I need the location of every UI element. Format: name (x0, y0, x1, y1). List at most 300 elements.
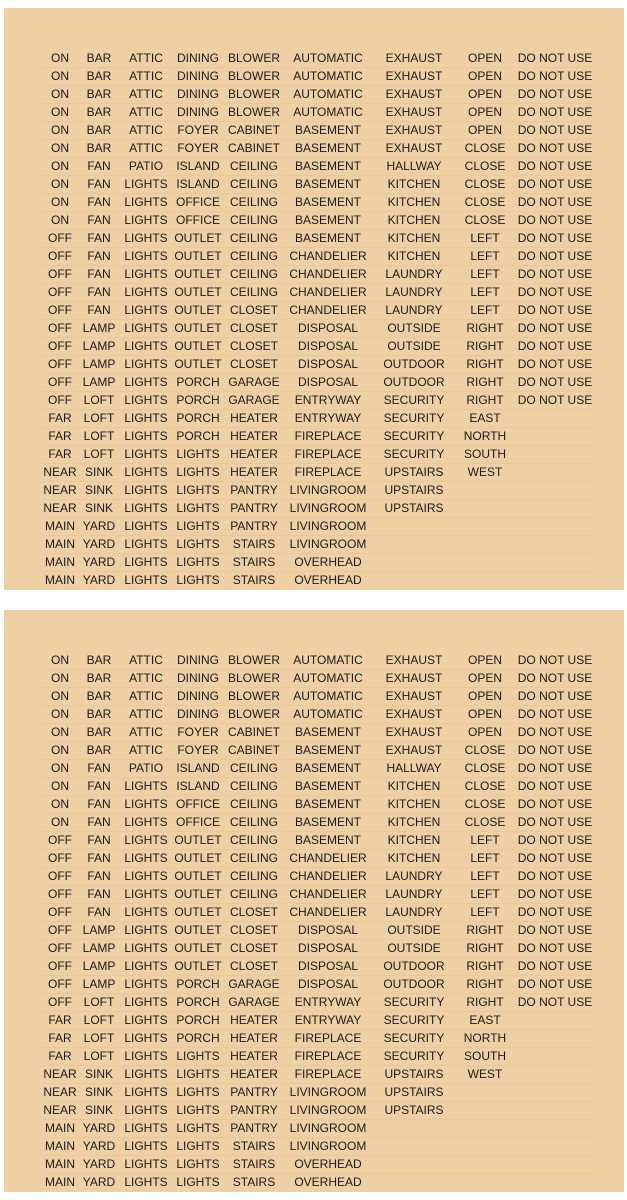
label-cell: LEFT (456, 302, 514, 320)
label-cell: CEILING (224, 230, 284, 248)
label-cell: OFF (42, 374, 78, 392)
label-cell: LAMP (78, 356, 120, 374)
label-cell: HALLWAY (372, 158, 456, 176)
label-cell: ON (42, 158, 78, 176)
label-cell: LIGHTS (124, 573, 168, 587)
label-cell: LOFT (78, 428, 120, 446)
label-cell: OUTLET (172, 248, 224, 266)
label-cell: DO NOT USE (514, 832, 596, 850)
label-cell: DO NOT USE (514, 940, 596, 958)
label-cell (514, 428, 596, 446)
label-cell: EXHAUST (372, 140, 456, 158)
label-cell: OFF (42, 976, 78, 994)
label-cell (372, 536, 456, 554)
label-cell: AUTOMATIC (284, 68, 372, 86)
label-cell: YARD (78, 536, 120, 554)
label-cell: DO NOT USE (514, 374, 596, 392)
label-cell: UPSTAIRS (372, 482, 456, 500)
label-cell: OUTLET (172, 302, 224, 320)
label-cell: FAN (78, 760, 120, 778)
label-row (42, 392, 596, 410)
label-row (42, 338, 596, 356)
label-row (42, 976, 596, 994)
label-cell: LAMP (78, 958, 120, 976)
label-cell (372, 1174, 456, 1192)
label-cell: LIGHTS (124, 1175, 168, 1189)
label-cell: STAIRS (224, 1138, 284, 1156)
label-cell: DINING (172, 688, 224, 706)
label-cell: PORCH (172, 1030, 224, 1048)
label-cell: ATTIC (120, 742, 172, 760)
label-cell: AUTOMATIC (284, 688, 372, 706)
label-cell: BASEMENT (284, 194, 372, 212)
label-cell: SECURITY (372, 410, 456, 428)
label-cell: FAR (42, 446, 78, 464)
label-cell (514, 1048, 596, 1066)
label-row (42, 1156, 596, 1174)
label-cell: ON (42, 50, 78, 68)
label-cell: BASEMENT (284, 814, 372, 832)
label-cell: STAIRS (224, 536, 284, 554)
label-cell: LIGHTS (120, 230, 172, 248)
label-cell (456, 1120, 514, 1138)
label-cell: LEFT (456, 886, 514, 904)
label-cell: SOUTH (456, 446, 514, 464)
label-cell: LIGHTS (120, 1084, 172, 1102)
label-cell: OVERHEAD (284, 1156, 372, 1174)
label-cell: ATTIC (120, 724, 172, 742)
label-cell: ON (42, 706, 78, 724)
label-row (42, 176, 596, 194)
label-cell: UPSTAIRS (372, 1066, 456, 1084)
label-cell: DO NOT USE (514, 302, 596, 320)
label-cell (514, 1156, 596, 1174)
label-cell: LIGHTS (120, 1048, 172, 1066)
label-cell: BAR (78, 670, 120, 688)
label-cell: GARAGE (224, 374, 284, 392)
label-cell: LIGHTS (120, 554, 172, 572)
label-cell: ISLAND (172, 760, 224, 778)
label-cell: LIVINGROOM (284, 1138, 372, 1156)
label-cell: EXHAUST (372, 688, 456, 706)
label-cell: MAIN (45, 573, 75, 587)
label-cell: CHANDELIER (284, 904, 372, 922)
label-cell: BASEMENT (284, 122, 372, 140)
label-cell: YARD (82, 573, 116, 587)
label-cell: DO NOT USE (514, 958, 596, 976)
label-cell: ENTRYWAY (284, 392, 372, 410)
label-cell: GARAGE (224, 976, 284, 994)
label-row (42, 994, 596, 1012)
label-cell: EXHAUST (372, 742, 456, 760)
label-cell: OFF (42, 266, 78, 284)
label-row (42, 760, 596, 778)
label-cell: CLOSE (456, 212, 514, 230)
label-cell: HEATER (224, 1012, 284, 1030)
label-cell (514, 1012, 596, 1030)
label-cell: DO NOT USE (514, 724, 596, 742)
label-cell: ON (42, 68, 78, 86)
label-cell: LIVINGROOM (284, 1102, 372, 1120)
label-cell: HEATER (224, 428, 284, 446)
label-cell: FAN (78, 284, 120, 302)
label-row (42, 248, 596, 266)
label-cell: OUTLET (172, 266, 224, 284)
label-cell: CLOSET (224, 356, 284, 374)
label-cell (456, 1156, 514, 1174)
label-cell: SECURITY (372, 994, 456, 1012)
label-cell: DO NOT USE (514, 212, 596, 230)
label-cell: FAR (42, 428, 78, 446)
label-cell: LIGHTS (172, 446, 224, 464)
label-cell: BASEMENT (284, 742, 372, 760)
label-cell: OFF (42, 284, 78, 302)
label-cell: KITCHEN (372, 212, 456, 230)
label-cell: LIGHTS (120, 212, 172, 230)
label-row (42, 122, 596, 140)
label-cell: RIGHT (456, 922, 514, 940)
label-cell: SINK (78, 482, 120, 500)
label-cell: YARD (78, 1138, 120, 1156)
label-cell (514, 554, 596, 572)
label-cell: CEILING (224, 760, 284, 778)
label-cell: LIGHTS (120, 778, 172, 796)
label-cell: DO NOT USE (514, 796, 596, 814)
label-cell: EXHAUST (372, 104, 456, 122)
label-cell: BLOWER (224, 50, 284, 68)
label-cell: CEILING (224, 778, 284, 796)
label-cell (514, 572, 596, 590)
label-cell: LAMP (78, 922, 120, 940)
label-cell: LEFT (456, 832, 514, 850)
label-cell: CEILING (224, 284, 284, 302)
label-cell: LEFT (456, 868, 514, 886)
label-cell: LIVINGROOM (284, 1120, 372, 1138)
label-cell: LIVINGROOM (284, 500, 372, 518)
label-cell: CABINET (224, 140, 284, 158)
label-cell: RIGHT (456, 392, 514, 410)
label-cell (456, 554, 514, 572)
label-cell: DO NOT USE (514, 850, 596, 868)
label-cell: AUTOMATIC (284, 86, 372, 104)
label-cell: BAR (78, 742, 120, 760)
label-row (42, 194, 596, 212)
label-cell: YARD (78, 518, 120, 536)
label-cell: CHANDELIER (284, 248, 372, 266)
label-row (42, 302, 596, 320)
label-row (42, 1030, 596, 1048)
label-cell: OUTSIDE (372, 338, 456, 356)
label-cell: OUTLET (172, 922, 224, 940)
label-cell: OUTLET (172, 958, 224, 976)
label-cell: DO NOT USE (514, 284, 596, 302)
label-cell (372, 572, 456, 590)
label-cell: ATTIC (120, 652, 172, 670)
label-cell: PANTRY (224, 500, 284, 518)
label-row (42, 464, 596, 482)
label-cell: FOYER (172, 724, 224, 742)
label-cell: DISPOSAL (284, 958, 372, 976)
label-cell: PANTRY (224, 482, 284, 500)
label-cell: ON (42, 122, 78, 140)
label-cell: DINING (172, 50, 224, 68)
label-cell: FAN (78, 230, 120, 248)
label-cell (372, 1138, 456, 1156)
label-cell: CABINET (224, 724, 284, 742)
label-cell: FAN (78, 158, 120, 176)
label-cell: OFF (42, 886, 78, 904)
label-cell: DINING (172, 670, 224, 688)
label-cell: OUTLET (172, 886, 224, 904)
label-cell: BASEMENT (284, 176, 372, 194)
label-cell (514, 410, 596, 428)
label-cell: BAR (78, 724, 120, 742)
label-cell: CEILING (224, 194, 284, 212)
label-sheet-2 (4, 610, 624, 1192)
label-cell: ATTIC (120, 706, 172, 724)
label-cell: CEILING (224, 796, 284, 814)
label-cell: LEFT (456, 284, 514, 302)
label-grid (42, 50, 596, 589)
label-cell: LIGHTS (172, 1138, 224, 1156)
label-row (42, 1138, 596, 1156)
label-cell: CLOSE (456, 796, 514, 814)
label-row (42, 1012, 596, 1030)
label-cell: PATIO (120, 760, 172, 778)
label-cell: DISPOSAL (284, 338, 372, 356)
label-cell: FAR (42, 410, 78, 428)
label-cell: SINK (78, 500, 120, 518)
label-cell: SECURITY (372, 1012, 456, 1030)
label-cell: ON (42, 724, 78, 742)
label-cell: MAIN (42, 518, 78, 536)
label-cell: LIVINGROOM (284, 482, 372, 500)
label-cell: DO NOT USE (514, 86, 596, 104)
label-cell: ISLAND (172, 158, 224, 176)
label-cell (456, 518, 514, 536)
label-row (42, 814, 596, 832)
label-cell: EAST (456, 1012, 514, 1030)
label-cell: CLOSE (456, 742, 514, 760)
label-cell: BAR (78, 122, 120, 140)
label-cell: FAN (78, 302, 120, 320)
label-cell: OUTLET (172, 284, 224, 302)
label-cell: CLOSE (456, 778, 514, 796)
label-cell: LAUNDRY (372, 868, 456, 886)
label-cell: BAR (78, 706, 120, 724)
label-cell: LIGHTS (120, 814, 172, 832)
label-cell: LIGHTS (120, 338, 172, 356)
label-cell: OPEN (456, 86, 514, 104)
label-cell: LIGHTS (120, 194, 172, 212)
label-cell: OFF (42, 230, 78, 248)
label-cell: BAR (78, 50, 120, 68)
label-cell: OFF (42, 922, 78, 940)
label-cell: LOFT (78, 446, 120, 464)
label-cell (456, 1084, 514, 1102)
label-cell: RIGHT (456, 320, 514, 338)
label-cell: LAMP (78, 374, 120, 392)
label-cell: PORCH (172, 410, 224, 428)
label-cell: KITCHEN (372, 814, 456, 832)
label-cell: STAIRS (232, 573, 276, 587)
label-cell: DISPOSAL (284, 356, 372, 374)
label-cell: DO NOT USE (514, 868, 596, 886)
label-cell (514, 500, 596, 518)
label-cell: NEAR (42, 1066, 78, 1084)
label-cell: FAN (78, 212, 120, 230)
label-cell: LIGHTS (172, 1084, 224, 1102)
label-cell: OFF (42, 302, 78, 320)
label-cell: BASEMENT (284, 140, 372, 158)
label-cell: SINK (78, 1066, 120, 1084)
label-cell: FAN (78, 850, 120, 868)
label-cell: CEILING (224, 814, 284, 832)
label-cell: KITCHEN (372, 796, 456, 814)
label-cell: SECURITY (372, 446, 456, 464)
label-cell: CLOSE (456, 140, 514, 158)
label-cell: OPEN (456, 706, 514, 724)
label-cell: WEST (456, 464, 514, 482)
label-cell: ENTRYWAY (284, 994, 372, 1012)
label-cell: MAIN (42, 1156, 78, 1174)
label-cell: KITCHEN (372, 194, 456, 212)
label-cell: LIGHTS (120, 1012, 172, 1030)
label-cell: SECURITY (372, 428, 456, 446)
label-cell: EXHAUST (372, 652, 456, 670)
label-cell: BASEMENT (284, 724, 372, 742)
label-cell: NORTH (456, 1030, 514, 1048)
label-row (42, 266, 596, 284)
label-cell: FAN (78, 868, 120, 886)
label-cell (456, 482, 514, 500)
label-cell (514, 464, 596, 482)
label-row (42, 518, 596, 536)
label-cell: FAN (78, 778, 120, 796)
label-cell: FAN (78, 886, 120, 904)
label-cell: LIGHTS (120, 392, 172, 410)
label-cell (514, 1120, 596, 1138)
label-cell: BLOWER (224, 104, 284, 122)
label-row (42, 724, 596, 742)
label-cell: OFF (42, 958, 78, 976)
label-cell: LIGHTS (172, 482, 224, 500)
label-cell: FIREPLACE (284, 1048, 372, 1066)
label-row (42, 356, 596, 374)
label-row (42, 742, 596, 760)
label-cell: ON (42, 760, 78, 778)
label-cell: BLOWER (224, 68, 284, 86)
label-cell: ON (42, 212, 78, 230)
label-cell: SOUTH (456, 1048, 514, 1066)
label-row (42, 554, 596, 572)
label-row (42, 212, 596, 230)
label-cell: OUTSIDE (372, 940, 456, 958)
label-cell: OUTDOOR (372, 958, 456, 976)
label-cell: OUTLET (172, 356, 224, 374)
label-cell: LEFT (456, 248, 514, 266)
label-cell: OVERHEAD (294, 573, 362, 587)
label-cell: OFFICE (172, 796, 224, 814)
label-cell: LIGHTS (120, 500, 172, 518)
label-cell: LIGHTS (120, 428, 172, 446)
label-cell: LIGHTS (120, 832, 172, 850)
label-cell: BAR (78, 652, 120, 670)
label-cell: LAMP (78, 320, 120, 338)
label-cell: ATTIC (120, 86, 172, 104)
label-cell: DO NOT USE (514, 886, 596, 904)
label-cell: LIGHTS (176, 573, 220, 587)
label-cell: FIREPLACE (284, 446, 372, 464)
label-cell: OUTLET (172, 850, 224, 868)
label-cell: CABINET (224, 122, 284, 140)
label-row (42, 50, 596, 68)
label-row (42, 922, 596, 940)
label-cell: BASEMENT (284, 832, 372, 850)
label-cell: CEILING (224, 832, 284, 850)
label-cell: AUTOMATIC (284, 706, 372, 724)
label-cell: KITCHEN (372, 230, 456, 248)
label-row (42, 670, 596, 688)
label-cell: ON (42, 194, 78, 212)
label-cell: FAR (42, 1048, 78, 1066)
label-cell: BASEMENT (284, 760, 372, 778)
label-cell: LIGHTS (172, 500, 224, 518)
label-cell: ON (42, 688, 78, 706)
label-cell: NEAR (42, 464, 78, 482)
label-cell: DO NOT USE (514, 266, 596, 284)
label-cell: HEATER (224, 464, 284, 482)
label-cell: OVERHEAD (284, 554, 372, 572)
label-cell: SINK (78, 464, 120, 482)
label-cell: LOFT (78, 392, 120, 410)
label-cell: OPEN (456, 122, 514, 140)
label-cell: RIGHT (456, 374, 514, 392)
label-cell: BASEMENT (284, 230, 372, 248)
label-cell (456, 572, 514, 590)
label-cell: LIGHTS (120, 464, 172, 482)
label-cell: LIGHTS (172, 1048, 224, 1066)
label-cell: OVERHEAD (294, 1175, 362, 1189)
label-row (42, 1102, 596, 1120)
label-cell: DO NOT USE (514, 778, 596, 796)
label-cell: NEAR (42, 1084, 78, 1102)
label-cell (514, 536, 596, 554)
label-cell: LIGHTS (120, 176, 172, 194)
label-cell: LEFT (456, 230, 514, 248)
label-row (42, 1174, 596, 1192)
label-row (42, 1084, 596, 1102)
label-cell (372, 554, 456, 572)
label-row (42, 320, 596, 338)
label-cell: OPEN (456, 724, 514, 742)
label-cell (456, 1174, 514, 1192)
label-cell: ON (42, 140, 78, 158)
label-cell: ATTIC (120, 122, 172, 140)
label-cell: ATTIC (120, 670, 172, 688)
label-cell: CLOSE (456, 814, 514, 832)
label-cell: LIGHTS (120, 850, 172, 868)
label-cell: AUTOMATIC (284, 104, 372, 122)
label-cell: EAST (456, 410, 514, 428)
label-cell: CEILING (224, 248, 284, 266)
label-cell: KITCHEN (372, 176, 456, 194)
label-row (42, 284, 596, 302)
label-row (42, 886, 596, 904)
label-cell: BLOWER (224, 86, 284, 104)
label-cell: ON (42, 742, 78, 760)
label-cell: LIGHTS (120, 1138, 172, 1156)
